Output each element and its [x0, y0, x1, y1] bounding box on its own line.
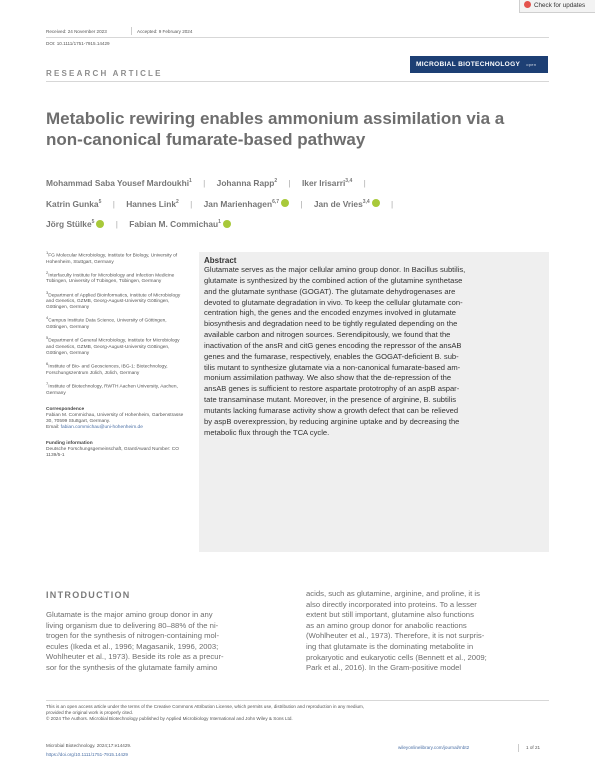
- accepted-date: Accepted: 9 February 2024: [137, 29, 193, 34]
- abstract-heading: Abstract: [204, 256, 237, 265]
- text-line: extent but still important, glutamine also functions: [306, 610, 474, 620]
- text-line: (Wohlheuter et al., 1973). Therefore, it is not surpris-: [306, 631, 485, 641]
- citation: Microbial Biotechnology. 2024;17:e14429.: [46, 743, 132, 748]
- affiliation: $^1$FG Molecular Microbiology, Institute for Biology, University of Hohenheim, Stuttgart, Germany: [46, 250, 178, 265]
- license-text: This is an open access article under the terms of the Creative Commons Attribution License, which permits use, distribution and reproduction in any medium, provided the original work is properly cited. © 2024 The Authors. Microbial Biotechnology published by Applied Microbiology International and John Wiley & Sons Ltd.: [46, 704, 365, 721]
- text-line: inactivation of the ansR and citG genes encoding the repressor of the ansAB: [204, 340, 462, 350]
- correspondence: Correspondence Fabian M. Commichau, University of Hohenheim, Garbenstrasse 30, 70599 Stuttgart, Germany. Email: fabian.commichau@uni-hohenheim.de: [46, 406, 184, 430]
- author[interactable]: Jörg Stülke$^5$: [46, 219, 104, 229]
- orcid-icon[interactable]: [281, 199, 289, 207]
- check-for-updates-button[interactable]: Check for updates: [519, 0, 595, 13]
- funding-info: Funding information Deutsche Forschungsgemeinschaft, Grant/Award Number: CO 1139/5-1: [46, 441, 179, 459]
- text-line: ansAB genes is sufficient to restore aspartate prototrophy of an aspB aspar-: [204, 384, 460, 394]
- intro-right-column: [306, 589, 549, 674]
- text-line: genes and the fumarase, respectively, enables the GOGAT-deficient B. sub-: [204, 351, 459, 361]
- journal-logo: MICROBIAL BIOTECHNOLOGY open: [410, 56, 548, 73]
- footer-rule: [46, 700, 549, 701]
- email-link[interactable]: fabian.commichau@uni-hohenheim.de: [60, 424, 143, 430]
- text-line: metabolic flux through the TCA cycle.: [204, 427, 330, 437]
- article-type: RESEARCH ARTICLE: [46, 69, 163, 78]
- header-rule-2: [46, 81, 549, 82]
- affiliation: $^4$Campus Institute Data Science, University of Göttingen, Göttingen, Germany: [46, 315, 167, 331]
- header-rule: [46, 37, 549, 38]
- introduction-heading: INTRODUCTION: [46, 590, 131, 600]
- article-title: [46, 108, 556, 150]
- text-line: prokaryotic and eukaryotic cells (Bennett et al., 2009;: [306, 652, 487, 662]
- author[interactable]: Jan de Vries$^{3,4}$: [314, 199, 380, 209]
- affiliation: $^7$Institute of Biotechnology, RWTH Aachen University, Aachen, Germany: [46, 380, 178, 396]
- text-line: Glutamate serves as the major cellular amino group donor. In Bacillus subtilis,: [204, 265, 466, 274]
- author[interactable]: Mohammad Saba Yousef Mardoukhi$^1$: [46, 177, 192, 188]
- affiliations: [46, 250, 186, 463]
- affiliation: $^6$Institute of Bio- and Geosciences, IBG-1: Biotechnology, Forschungszentrum Jülich, Jülich, Germany: [46, 361, 168, 376]
- author[interactable]: Hannes Link$^2$: [126, 198, 179, 209]
- text-line: Glutamate is the major amino group donor in any: [46, 610, 213, 619]
- text-line: Park et al., 2016). In the Gram-positive model: [306, 663, 462, 673]
- text-line: also directly incorporated into proteins. To a lesser: [306, 599, 477, 609]
- author[interactable]: Iker Irisarri$^{3,4}$: [301, 177, 353, 188]
- text-line: tate transaminase mutant. Moreover, in the presence of arginine, B. subtilis: [204, 395, 456, 405]
- check-updates-icon: [524, 1, 531, 8]
- text-line: biosynthesis and degradation need to be tightly regulated depending on the: [204, 319, 458, 329]
- title-line: non-canonical fumarate-based pathway: [46, 130, 366, 149]
- author[interactable]: Fabian M. Commichau$^1$: [129, 219, 231, 229]
- text-line: living organism due to delivering 80–88% of the ni-: [46, 620, 219, 630]
- author[interactable]: Johanna Rapp$^2$: [216, 177, 278, 188]
- text-line: acids, such as glutamine, arginine, and proline, it is: [306, 589, 480, 598]
- text-line: monium assimilation pathway. We also show that the de-repression of the: [204, 373, 452, 383]
- text-line: ecules (Ikeda et al., 1996; Magasanik, 1996, 2003;: [46, 641, 219, 651]
- orcid-icon[interactable]: [223, 220, 231, 228]
- doi-link[interactable]: https://doi.org/10.1111/1751-7915.14429: [46, 752, 128, 757]
- affiliation: $^5$Department of General Microbiology, Institute for Microbiology and Genetics, GZMB, Georg-August-University Göttingen, Göttingen, Germany: [46, 335, 180, 356]
- orcid-icon[interactable]: [372, 199, 380, 207]
- author[interactable]: Jan Marienhagen$^{6,7}$: [204, 199, 289, 209]
- footer-divider: [518, 744, 519, 752]
- text-line: devoted to glutamate degradation in vivo. To keep the cellular glutamate con-: [204, 297, 463, 307]
- journal-url[interactable]: wileyonlinelibrary.com/journal/mbt2: [398, 745, 470, 750]
- abstract-text: [204, 265, 544, 439]
- title-line: Metabolic rewiring enables ammonium assimilation via a: [46, 109, 505, 128]
- page-number: 1 of 21: [526, 745, 541, 750]
- text-line: ing that glutamate is the dominating metabolite in: [306, 641, 474, 651]
- abstract-box: [199, 252, 549, 552]
- text-line: Wohlheuter et al., 1973). Beside its role as a precur-: [46, 652, 224, 662]
- text-line: by aspB overexpression, by reducing arginine uptake and by decreasing the: [204, 416, 460, 426]
- text-line: sor for the synthesis of the glutamate family amino: [46, 662, 218, 672]
- text-line: centration high, the genes and the encoded enzymes involved in glutamate: [204, 308, 457, 318]
- doi: DOI: 10.1111/1751-7915.14429: [46, 41, 110, 46]
- intro-left-column: [46, 610, 288, 674]
- text-line: trogen for the synthesis of nitrogen-containing mol-: [46, 631, 220, 641]
- affiliation: $^3$Department of Applied Bioinformatics, Institute of Microbiology and Genetics, GZMB, Georg-August-University Göttingen, Göttingen, Germany: [46, 289, 181, 311]
- orcid-icon[interactable]: [96, 220, 104, 228]
- affiliation: $^2$Interfaculty Institute for Microbiology and Infection Medicine Tübingen, University of Tübingen, Tübingen, Germany: [46, 269, 175, 285]
- text-line: mutants lacking fumarase activity show a growth defect that can be relieved: [204, 405, 459, 415]
- received-date: Received: 24 November 2023: [46, 29, 107, 34]
- text-line: tilis mutant to synthesize glutamate via a non-canonical fumarate-based am-: [204, 362, 461, 372]
- author[interactable]: Katrin Gunka$^5$: [46, 198, 102, 209]
- author-list: Mohammad Saba Yousef Mardoukhi$^1$ | Johanna Rapp$^2$ | Iker Irisarri$^{3,4}$ | Katrin Gunka$^5$ | Hannes Link$^2$ | Jan Marienhagen$^{6,7}$ | Jan de Vries$^{3,4}$ | Jörg Stülke$^5$ | Fabian M. Commichau$^1$: [46, 177, 394, 230]
- text-line: as an amino group donor for anabolic reactions: [306, 620, 467, 630]
- text-line: available carbon and nitrogen sources. Serendipitously, we found that the: [204, 330, 451, 340]
- text-line: and the glutamate synthase (GOGAT). The glutamate dehydrogenases are: [204, 286, 456, 296]
- header-divider: [131, 27, 132, 35]
- text-line: glutamate is synthesized by the combined action of the glutamine synthetase: [204, 275, 463, 285]
